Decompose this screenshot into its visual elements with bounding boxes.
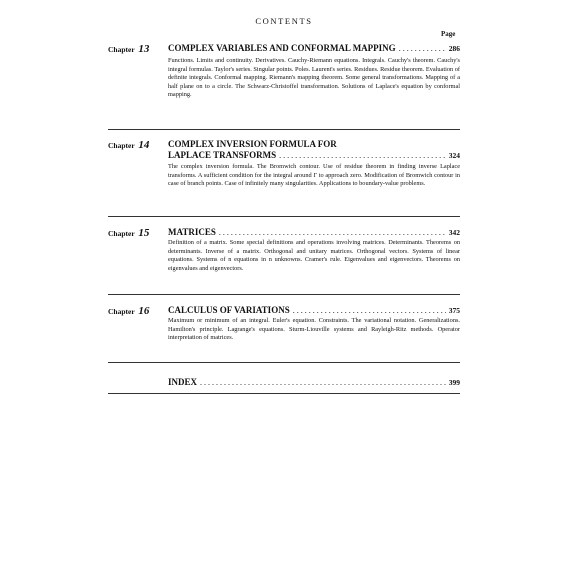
chapter-word: Chapter — [108, 307, 135, 316]
leader-dots — [219, 227, 446, 238]
chapter-word: Chapter — [108, 141, 135, 150]
chapter-number: 13 — [138, 43, 150, 55]
chapter-number: 15 — [138, 227, 150, 239]
leader-dots — [399, 43, 446, 54]
chapter-word: Chapter — [108, 229, 135, 238]
chapter-15-label — [108, 227, 149, 239]
index-entry[interactable] — [168, 377, 460, 387]
chapter-14-description: The complex inversion formula. The Bromwich contour. Use of residue theorem in finding inverse Laplace transforms. A sufficient condition for the integral around Γ to approach zero. Modification of Bromwich contour in case of branch points. Case of infinitely many singularities. Applications to boundary-value problems. — [168, 163, 460, 188]
chapter-14-label — [108, 139, 149, 151]
chapter-13-heading[interactable] — [168, 43, 460, 54]
chapter-13-description: Functions. Limits and continuity. Derivatives. Cauchy-Riemann equations. Integrals. Cauchy's theorem. Cauchy's integral formulas. Taylor's series. Singular points. Poles. Laurent's series. Residues. Residue theorem. Evaluation of definite integrals. Conformal mapping. Riemann's mapping theorem. Some general transformations. Mapping of a half plane on to a circle. The Schwarz-Christoffel transformation. Solutions of Laplace's equation by conformal mapping. — [168, 57, 460, 99]
leader-dots — [293, 305, 446, 316]
index-page-number: 399 — [448, 378, 460, 387]
leader-dots — [200, 378, 446, 387]
index-title: INDEX — [168, 377, 198, 387]
chapter-15-entry — [108, 227, 460, 292]
chapter-title-line-1: COMPLEX INVERSION FORMULA FOR — [168, 139, 337, 149]
chapter-15-description: Definition of a matrix. Some special definitions and operations involving matrices. Determinants. Theorems on determinants. Inverse of a matrix. Orthogonal and unitary matrices. Orthogonal vectors. Systems of linear equations. Systems of n equations in n unknowns. Cramer's rule. Eigenvalues and eigenvectors. Theorems on eigenvalues and eigenvectors. — [168, 239, 460, 272]
chapter-13-entry — [108, 43, 460, 123]
chapter-14-entry — [108, 139, 460, 214]
section-divider — [108, 129, 460, 130]
chapter-16-label — [108, 305, 149, 317]
chapter-title-line-2: LAPLACE TRANSFORMS — [168, 150, 277, 160]
contents-title: CONTENTS — [255, 16, 313, 26]
chapter-page-number: 375 — [448, 306, 460, 315]
section-divider — [108, 294, 460, 295]
chapter-14-heading[interactable] — [168, 139, 460, 161]
chapter-page-number: 324 — [448, 151, 460, 160]
leader-dots — [279, 150, 446, 161]
chapter-16-description: Maximum or minimum of an integral. Euler's equation. Constraints. The variational notation. Generalizations. Hamilton's principle. Lagrange's equations. Sturm-Liouville systems and Rayleigh-Ritz methods. Operator interpretation of matrices. — [168, 317, 460, 342]
chapter-title: COMPLEX VARIABLES AND CONFORMAL MAPPING — [168, 43, 396, 53]
chapter-number: 14 — [138, 139, 150, 151]
chapter-13-label — [108, 43, 149, 55]
section-divider — [108, 216, 460, 217]
chapter-page-number: 342 — [448, 228, 460, 237]
chapter-title: CALCULUS OF VARIATIONS — [168, 305, 290, 315]
page-column-label: Page — [441, 30, 456, 38]
chapter-16-entry — [108, 305, 460, 355]
chapter-page-number: 286 — [448, 44, 460, 53]
chapter-15-heading[interactable] — [168, 227, 460, 238]
section-divider — [108, 393, 460, 394]
chapter-word: Chapter — [108, 45, 135, 54]
chapter-number: 16 — [138, 305, 150, 317]
chapter-16-heading[interactable] — [168, 305, 460, 316]
chapter-title: MATRICES — [168, 227, 216, 237]
section-divider — [108, 362, 460, 363]
